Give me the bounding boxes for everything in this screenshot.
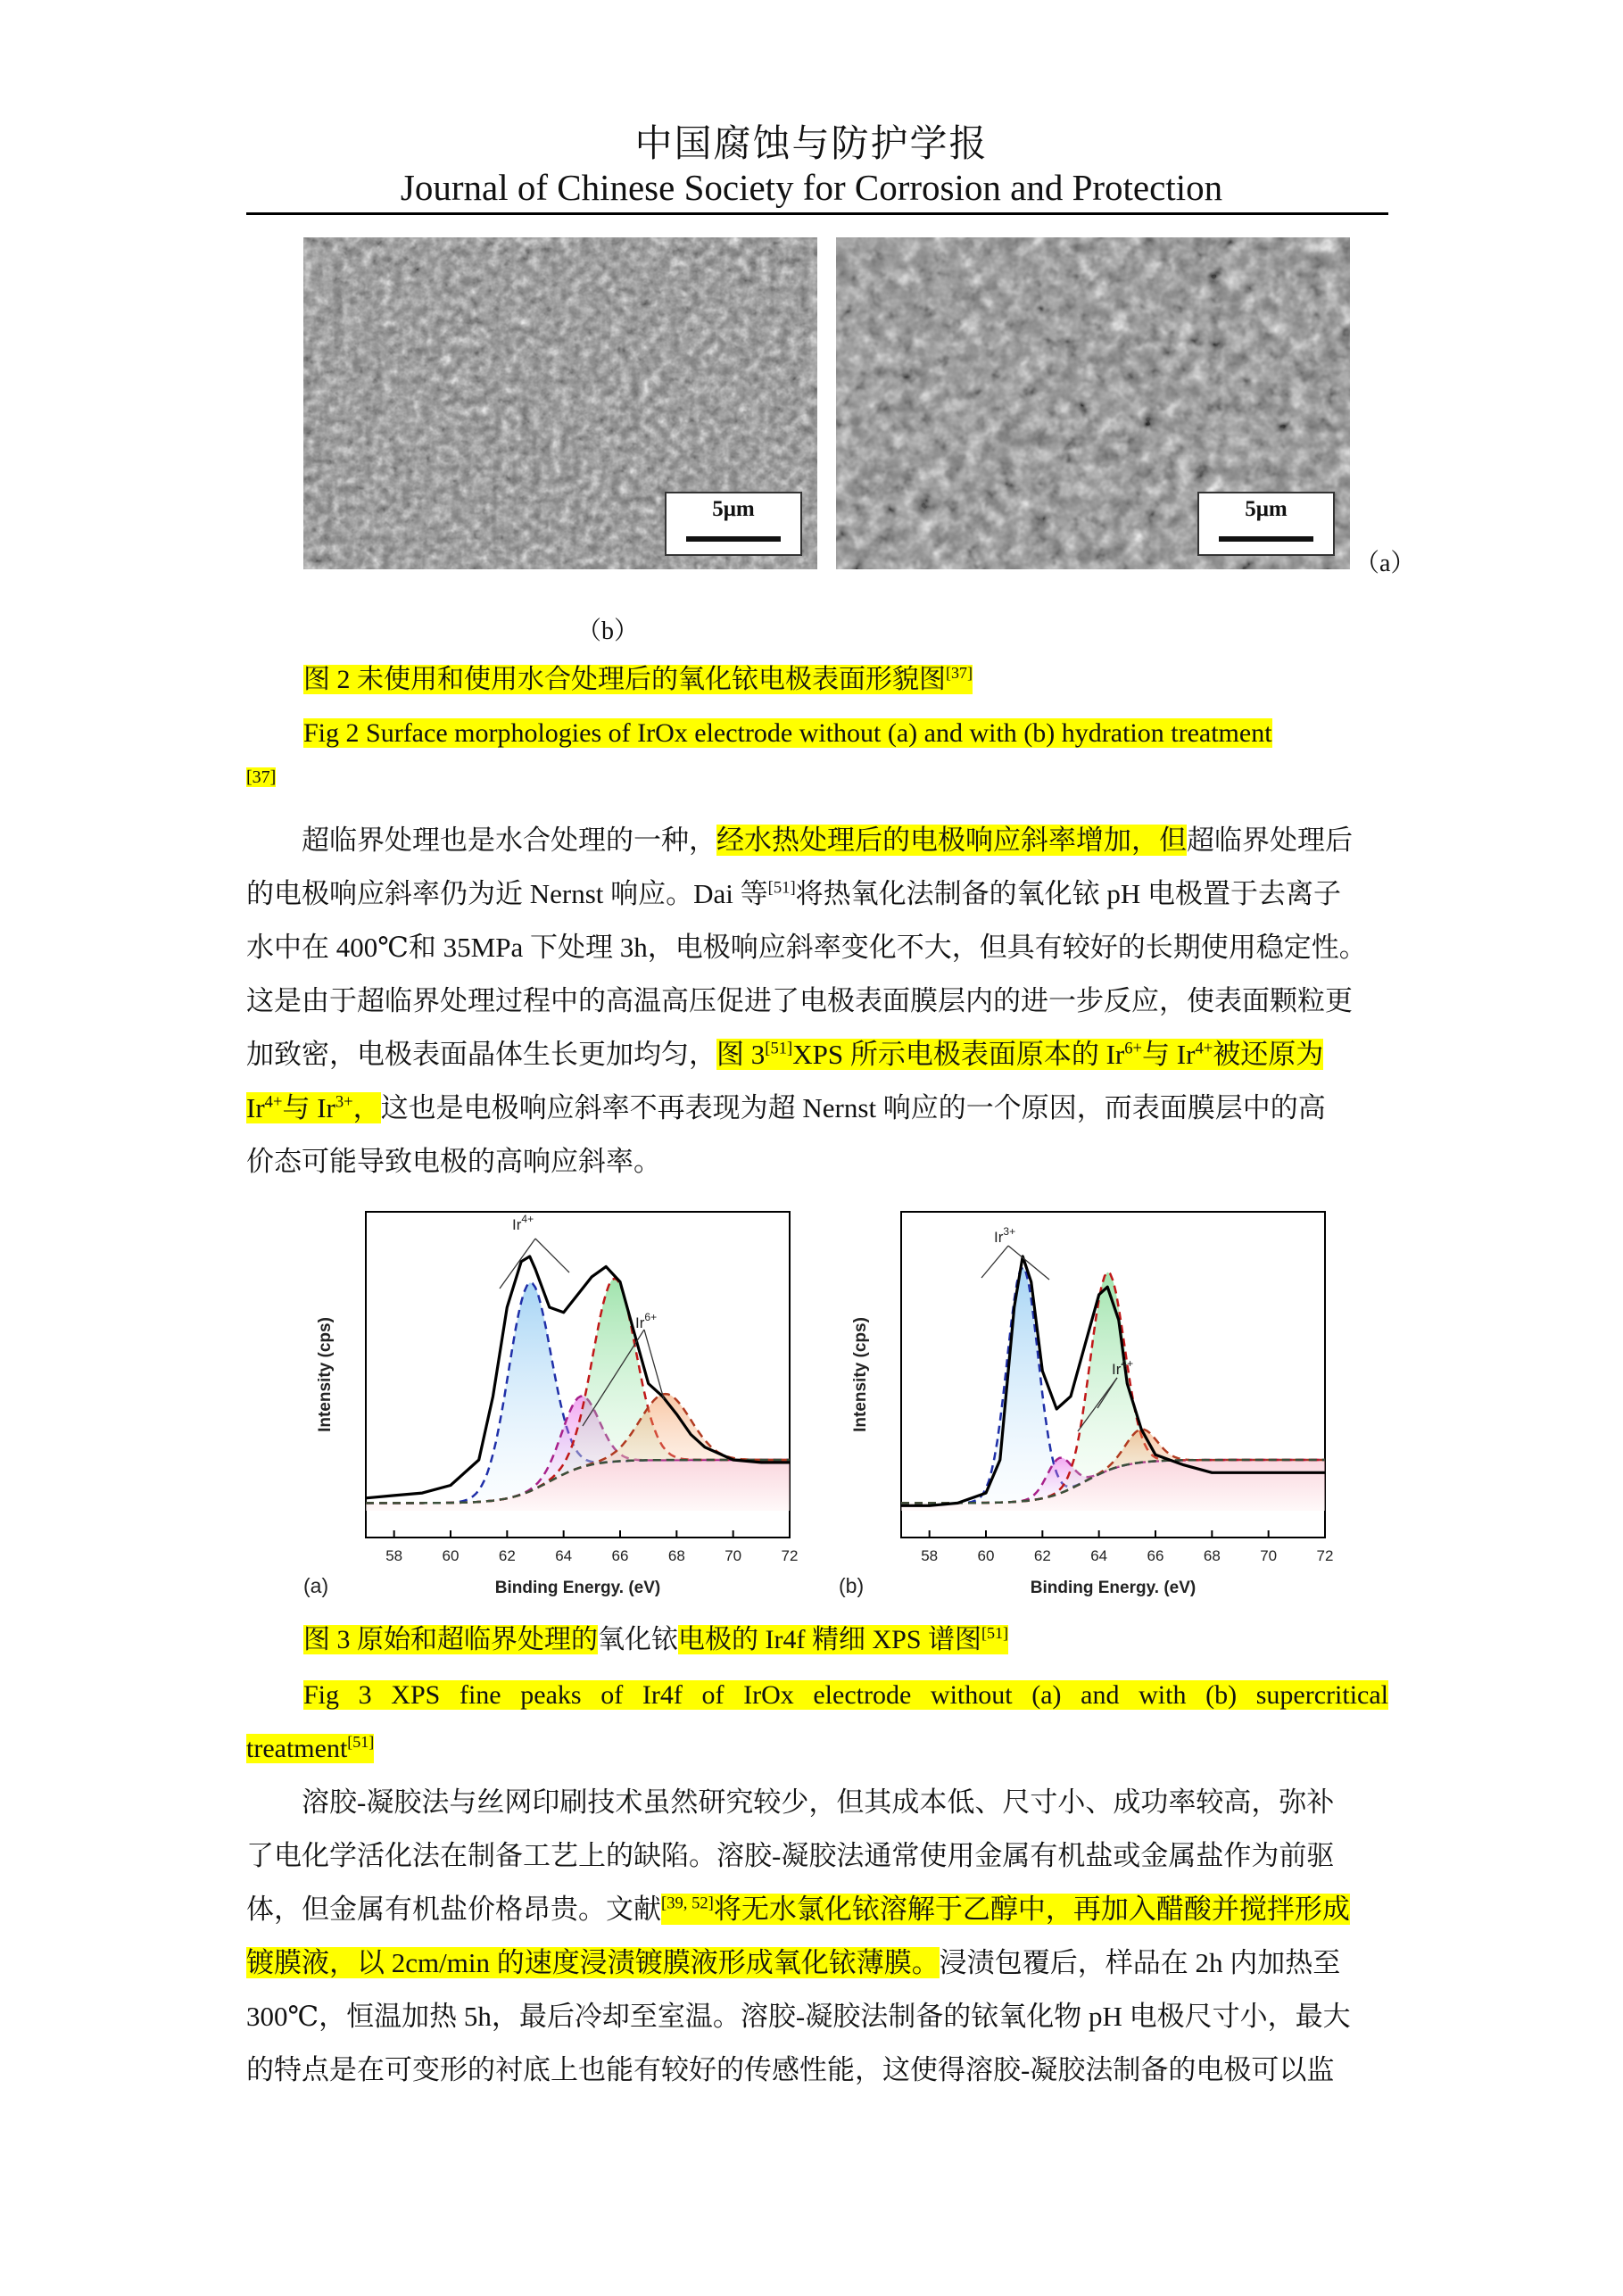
y-axis-label: Intensity (cps) [851, 1317, 870, 1432]
para2-l3a: 体，但金属有机盐价格昂贵。文献 [246, 1894, 661, 1925]
para2-l4a-highlight: 镀膜液，以 2cm/min 的速度浸渍镀膜液形成氧化铱薄膜。 [246, 1947, 940, 1978]
scale-line-right [1219, 536, 1313, 542]
fig2-caption-en-text: Fig 2 Surface morphologies of IrOx electrode without (a) and with (b) hydration treatment [303, 718, 1272, 748]
para1-l5-ref: [51] [765, 1039, 793, 1058]
para1-l5b: 图 3 [716, 1039, 766, 1070]
header-rule [246, 212, 1388, 215]
para1-l5c: XPS 所示电极表面原本的 Ir [792, 1039, 1125, 1070]
x-tick-label: 72 [781, 1547, 799, 1564]
peak-annotation: $Ir^{3+}$ [994, 1225, 1016, 1246]
para2-line-3 [246, 1883, 1388, 1936]
scale-label-left: 5μm [712, 497, 755, 521]
para1-l6-highlight [246, 1092, 381, 1123]
peak-annotation-charge: 4+ [521, 1213, 534, 1225]
fig3-caption-en-1 [303, 1678, 1388, 1713]
fig3-caption-cn-b: 氧化铱 [598, 1625, 678, 1654]
fig3-caption-cn-c: 电极的 Ir4f 精细 XPS 谱图 [678, 1625, 982, 1654]
x-tick-label: 68 [1203, 1547, 1221, 1564]
para1-l6a: Ir [246, 1092, 265, 1123]
para1-line-2 [246, 867, 1388, 921]
para1-l5-sup1: 6+ [1124, 1039, 1143, 1058]
panel-label: (a) [303, 1574, 329, 1597]
x-tick-label: 68 [667, 1547, 685, 1564]
para1-l2a: 的电极响应斜率仍为近 Nernst 响应。Dai 等 [246, 878, 768, 909]
peak-annotation-charge: 6+ [644, 1311, 658, 1323]
fig2-label-a: （a） [1354, 550, 1416, 577]
xps-chart-b [830, 1203, 1356, 1604]
para1-l1c: 超临界处理后 [1187, 825, 1353, 856]
annotation-pointer [500, 1239, 535, 1289]
x-tick-label: 58 [921, 1547, 939, 1564]
para1-l2b: 将热氧化法制备的氧化铱 pH 电极置于去离子 [795, 878, 1342, 909]
x-tick-label: 58 [385, 1547, 403, 1564]
fig3-caption-en-2 [246, 1731, 374, 1767]
fig2-label-b: （b） [576, 618, 640, 645]
peak-annotation: $Ir^{4+}$ [512, 1213, 534, 1233]
x-tick-label: 64 [1090, 1547, 1108, 1564]
para1-l6-sup1: 4+ [264, 1092, 283, 1112]
xps-chart-a [294, 1203, 821, 1604]
peak-annotation: $Ir^{6+}$ [635, 1311, 658, 1331]
para1-l1a: 超临界处理也是水合处理的一种， [302, 825, 716, 856]
x-tick-label: 64 [555, 1547, 573, 1564]
peak-annotation-charge: 4+ [1121, 1357, 1134, 1370]
fig3-caption-cn-a: 图 3 原始和超临界处理的 [303, 1625, 598, 1654]
para1-l6-sup2: 3+ [335, 1092, 353, 1112]
x-axis-label: Binding Energy. (eV) [1030, 1579, 1197, 1597]
scale-bar-left [665, 492, 802, 556]
para1-l6b: 与 Ir [282, 1092, 335, 1123]
journal-title-en: Journal of Chinese Society for Corrosion and Protection [400, 167, 1223, 208]
x-tick-label: 70 [1260, 1547, 1278, 1564]
para1-l1b-highlight: 经水热处理后的电极响应斜率增加，但 [716, 825, 1187, 856]
para1-l5a: 加致密，电极表面晶体生长更加均匀， [246, 1039, 716, 1070]
para1-l5e: 被还原为 [1213, 1039, 1324, 1070]
fig3-caption-en-l1: Fig 3 XPS fine peaks of Ir4f of IrOx electrode without (a) and with (b) supercritical [303, 1680, 1388, 1710]
fig3-caption-en-ref: [51] [347, 1733, 375, 1751]
fig3-caption-cn-ref: [51] [981, 1624, 1009, 1642]
para1-l5-highlight [716, 1039, 1323, 1070]
para1-line-3: 水中在 400℃和 35MPa 下处理 3h，电极响应斜率变化不大，但具有较好的长期使用稳定性。 [246, 932, 1367, 963]
x-tick-label: 60 [977, 1547, 995, 1564]
para1-l5-sup2: 4+ [1195, 1039, 1213, 1058]
para2-line-5: 300℃，恒温加热 5h，最后冷却至室温。溶胶-凝胶法制备的铱氧化物 pH 电极尺寸小，最大 [246, 2001, 1351, 2032]
para1-line-4: 这是由于超临界处理过程中的高温高压促进了电极表面膜层内的进一步反应，使表面颗粒更 [246, 985, 1353, 1016]
panel-label: (b) [839, 1574, 865, 1597]
sem-image-right [836, 237, 1350, 569]
para2-line-1: 溶胶-凝胶法与丝网印刷技术虽然研究较少，但其成本低、尺寸小、成功率较高，弥补 [302, 1786, 1335, 1818]
para2-line-4 [246, 1936, 1388, 1990]
annotation-pointer [535, 1239, 569, 1272]
fig3-caption-cn [303, 1622, 1008, 1658]
annotation-pointer [981, 1246, 1008, 1278]
x-tick-label: 66 [1147, 1547, 1164, 1564]
fig2-caption-cn-text: 图 2 未使用和使用水合处理后的氧化铱电极表面形貌图 [303, 665, 946, 694]
scale-bar-right [1197, 492, 1335, 556]
fig2-caption-en-ref-line [246, 767, 276, 788]
para2-line-6: 的特点是在可变形的衬底上也能有较好的传感性能，这使得溶胶-凝胶法制备的电极可以监 [246, 2054, 1335, 2085]
para1-ref-51: [51] [767, 878, 796, 898]
fig3-caption-en-l2: treatment [246, 1734, 348, 1763]
para2-line-2: 了电化学活化法在制备工艺上的缺陷。溶胶-凝胶法通常使用金属有机盐或金属盐作为前驱 [246, 1840, 1335, 1871]
peak-annotation-charge: 3+ [1003, 1225, 1016, 1238]
scale-label-right: 5μm [1245, 497, 1288, 521]
x-tick-label: 60 [442, 1547, 460, 1564]
para1-l6c: ， [352, 1092, 381, 1123]
peak-annotation: $Ir^{4+}$ [1112, 1357, 1134, 1378]
para1-line-5 [246, 1028, 1388, 1082]
para1-line-1 [246, 814, 1388, 867]
x-tick-label: 72 [1316, 1547, 1334, 1564]
fig2-caption-en [303, 716, 1272, 751]
para2-l3b: 将无水氯化铱溶解于乙醇中，再加入醋酸并搅拌形成 [713, 1894, 1350, 1925]
para2-l3-highlight [661, 1894, 1350, 1925]
para2-l4b: 浸渍包覆后，样品在 2h 内加热至 [939, 1947, 1341, 1978]
x-tick-label: 62 [1033, 1547, 1051, 1564]
para2-l3-ref: [39, 52] [661, 1894, 714, 1913]
y-axis-label: Intensity (cps) [316, 1317, 335, 1432]
fig3-caption-cn-c-wrap [678, 1625, 1008, 1654]
para1-l6d: 这也是电极响应斜率不再表现为超 Nernst 响应的一个原因，而表面膜层中的高 [380, 1092, 1326, 1123]
fig2-caption-en-ref: [37] [246, 767, 277, 787]
para1-line-6 [246, 1082, 1388, 1135]
x-tick-label: 66 [611, 1547, 629, 1564]
x-axis-label: Binding Energy. (eV) [494, 1579, 661, 1597]
journal-title-cn: 中国腐蚀与防护学报 [634, 124, 989, 165]
scale-line-left [686, 536, 781, 542]
para1-l5d: 与 Ir [1142, 1039, 1196, 1070]
sem-image-left [303, 237, 817, 569]
para1-line-7: 价态可能导致电极的高响应斜率。 [246, 1146, 661, 1177]
x-tick-label: 62 [498, 1547, 516, 1564]
fig2-caption-cn [303, 662, 973, 698]
x-tick-label: 70 [725, 1547, 742, 1564]
fig2-caption-cn-ref: [37] [946, 664, 973, 682]
